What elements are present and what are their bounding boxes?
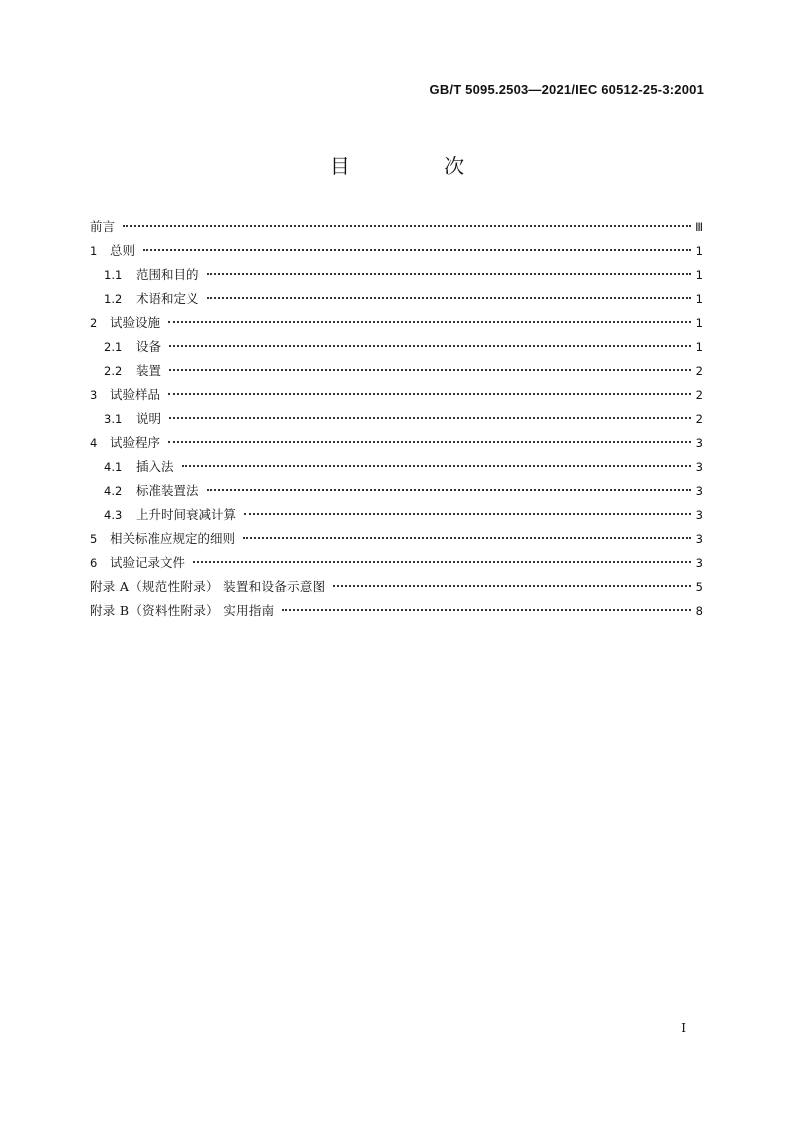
section-number: 4.1 bbox=[104, 460, 123, 474]
section-number: 4.2 bbox=[104, 484, 123, 498]
section-number: 2.2 bbox=[104, 364, 123, 378]
dot-leader bbox=[193, 560, 691, 563]
toc-entry[interactable] bbox=[90, 383, 703, 407]
section-number: 6 bbox=[90, 556, 98, 570]
toc-entry-label: 4.1 插入法 bbox=[104, 455, 174, 479]
dot-leader bbox=[244, 512, 691, 515]
toc-entry[interactable] bbox=[90, 551, 703, 575]
toc-entry[interactable] bbox=[90, 407, 703, 431]
section-number: 1.2 bbox=[104, 292, 123, 306]
section-number: 4.3 bbox=[104, 508, 123, 522]
toc-entry-label: 附录 B（资料性附录） 实用指南 bbox=[90, 603, 275, 618]
dot-leader bbox=[169, 344, 691, 347]
toc-page-number: 3 bbox=[695, 436, 703, 450]
toc-entry[interactable] bbox=[90, 335, 703, 359]
dot-leader bbox=[123, 224, 691, 227]
toc-entry-label: 5 相关标准应规定的细则 bbox=[90, 527, 235, 551]
section-number: 4 bbox=[90, 436, 98, 450]
toc-page-number: 3 bbox=[695, 484, 703, 498]
toc-entry-label: 前言 bbox=[90, 219, 116, 234]
section-number: 2 bbox=[90, 316, 98, 330]
toc-page-number: 3 bbox=[695, 532, 703, 546]
toc-entry-label: 4.3 上升时间衰减计算 bbox=[104, 503, 236, 527]
toc-page-number: 1 bbox=[695, 268, 703, 282]
toc-page-number: 3 bbox=[695, 460, 703, 474]
toc-entry[interactable] bbox=[90, 359, 703, 383]
toc-entry[interactable] bbox=[90, 215, 703, 239]
section-number: 2.1 bbox=[104, 340, 123, 354]
toc-entry-label: 1.2 术语和定义 bbox=[104, 287, 199, 311]
standard-number: GB/T 5095.2503—2021/IEC 60512-25-3:2001 bbox=[429, 82, 704, 97]
toc-page-number: 3 bbox=[695, 508, 703, 522]
dot-leader bbox=[168, 392, 691, 395]
toc-entry-label: 4 试验程序 bbox=[90, 431, 160, 455]
dot-leader bbox=[243, 536, 691, 539]
toc-page-number: 8 bbox=[695, 604, 703, 618]
page-title: 目 次 bbox=[329, 154, 509, 178]
dot-leader bbox=[169, 368, 691, 371]
toc-entry-label: 1 总则 bbox=[90, 239, 135, 263]
toc-entry-label: 附录 A（规范性附录） 装置和设备示意图 bbox=[90, 579, 326, 594]
toc-entry[interactable] bbox=[90, 287, 703, 311]
toc-entry-label: 2.2 装置 bbox=[104, 359, 161, 383]
table-of-contents bbox=[90, 215, 703, 623]
toc-entry[interactable] bbox=[90, 455, 703, 479]
toc-page-number: 2 bbox=[695, 388, 703, 402]
toc-entry[interactable] bbox=[90, 239, 703, 263]
toc-entry[interactable] bbox=[90, 527, 703, 551]
section-number: 5 bbox=[90, 532, 98, 546]
toc-page-number: 2 bbox=[695, 412, 703, 426]
toc-entry[interactable] bbox=[90, 431, 703, 455]
dot-leader bbox=[207, 296, 691, 299]
toc-entry-label: 6 试验记录文件 bbox=[90, 551, 185, 575]
dot-leader bbox=[168, 440, 691, 443]
toc-page-number: 1 bbox=[695, 292, 703, 306]
section-number: 3.1 bbox=[104, 412, 123, 426]
toc-entry-label: 4.2 标准装置法 bbox=[104, 479, 199, 503]
toc-entry-label: 1.1 范围和目的 bbox=[104, 263, 199, 287]
page-number: I bbox=[681, 1021, 686, 1035]
toc-entry-label: 2.1 设备 bbox=[104, 335, 161, 359]
dot-leader bbox=[143, 248, 691, 251]
toc-entry-label: 2 试验设施 bbox=[90, 311, 160, 335]
dot-leader bbox=[282, 608, 691, 611]
dot-leader bbox=[333, 584, 691, 587]
toc-entry-appendix-a[interactable] bbox=[90, 575, 703, 599]
dot-leader bbox=[207, 272, 691, 275]
toc-entry[interactable] bbox=[90, 263, 703, 287]
section-number: 3 bbox=[90, 388, 98, 402]
toc-entry[interactable] bbox=[90, 503, 703, 527]
section-number: 1.1 bbox=[104, 268, 123, 282]
toc-page-number: 1 bbox=[695, 340, 703, 354]
dot-leader bbox=[168, 320, 691, 323]
toc-entry-appendix-b[interactable] bbox=[90, 599, 703, 623]
toc-page-number: 1 bbox=[695, 244, 703, 258]
toc-page-number: 5 bbox=[695, 580, 703, 594]
dot-leader bbox=[182, 464, 691, 467]
toc-page-number: 3 bbox=[695, 556, 703, 570]
section-number: 1 bbox=[90, 244, 98, 258]
toc-entry[interactable] bbox=[90, 479, 703, 503]
toc-entry[interactable] bbox=[90, 311, 703, 335]
toc-entry-label: 3 试验样品 bbox=[90, 383, 160, 407]
dot-leader bbox=[169, 416, 691, 419]
toc-entry-label: 3.1 说明 bbox=[104, 407, 161, 431]
toc-page-number: Ⅲ bbox=[695, 220, 703, 234]
toc-page-number: 2 bbox=[695, 364, 703, 378]
dot-leader bbox=[207, 488, 691, 491]
toc-page-number: 1 bbox=[695, 316, 703, 330]
